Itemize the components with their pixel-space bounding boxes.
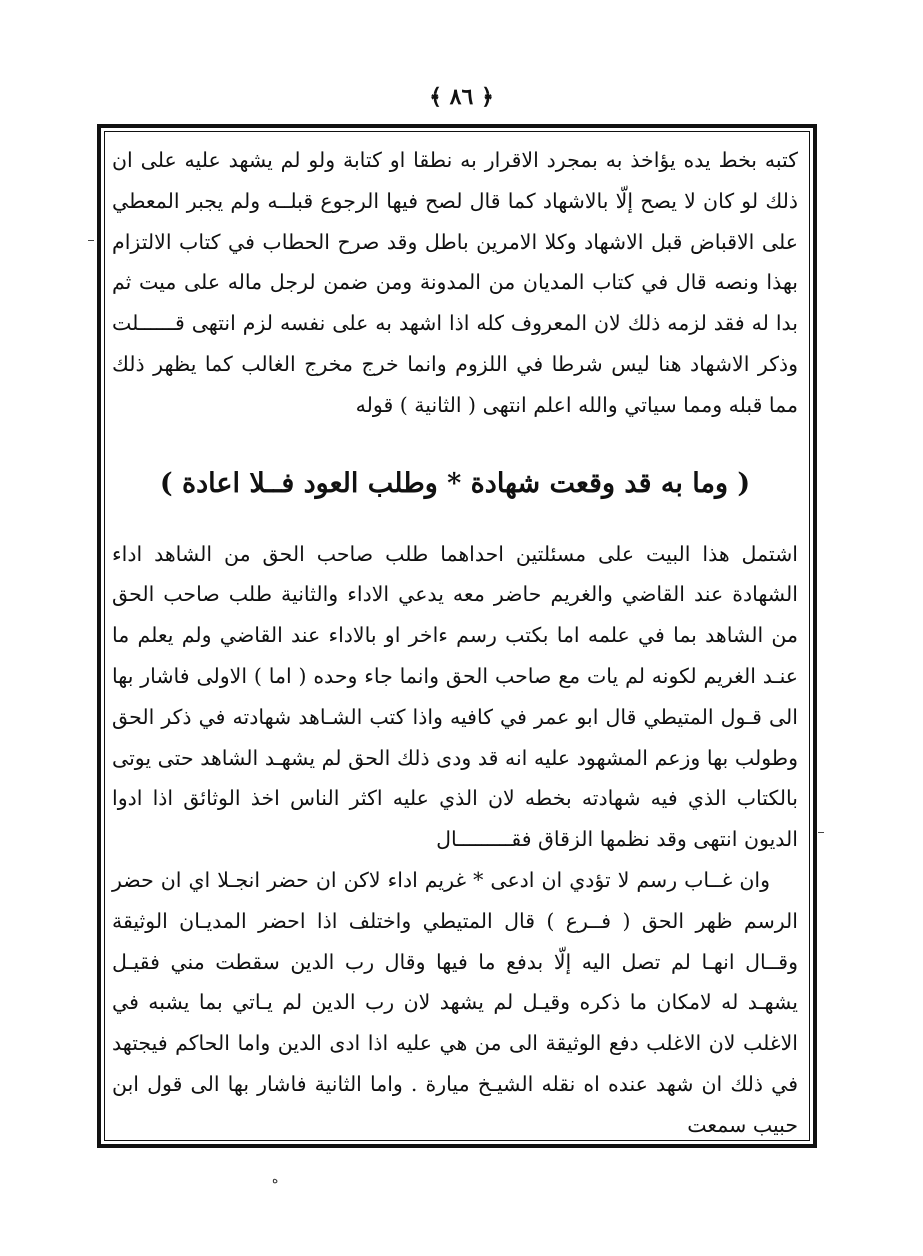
footer-mark: ه xyxy=(272,1172,279,1186)
page-number: ﴿ ٨٦ ﴾ xyxy=(429,84,494,110)
margin-mark xyxy=(818,832,824,833)
verse-heading: ( وما به قد وقعت شهادة * وطلب العود فــلا اعادة ) xyxy=(159,467,751,499)
paragraph-3: وان غــاب رسم لا تؤدي ان ادعى * غريم اداء لاكن ان حضر انجـلا اي ان حضر الرسم ظهر الحق ( فــرع ) قال المتيطي واختلف اذا احضر المديـان الوثيقة وقــال انهـا لم تصل اليه إلّا بدفع ما فيها وقال رب الدين سقطت مني فقيـل يشهـد له لامكان ما ذكره وقيـل لم يشهد لان رب الدين لم يـاتي بما يشبه في الاغلب لان الاغلب دفع الوثيقة الى من هي عليه اذا ادى الدين واما الحاكم فيجتهد في ذلك ان شهد عنده اه نقله الشيـخ ميارة . واما الثانية فاشار بها الى قول ابن حبيب سمعت xyxy=(112,867,798,1137)
margin-mark xyxy=(88,240,94,241)
paragraph-2: اشتمل هذا البيت على مسئلتين احداهما طلب صاحب الحق من الشاهد اداء الشهادة عند القاضي والغريم حاضر معه يدعي الاداء والثانية طلب صاحب الحق من الشاهد بما في علمه اما بكتب رسم ءاخر او بالاداء عند القاضي ولم يعلم ما عنـد الغريم لكونه لم يات مع صاحب الحق وانما جاء وحده ( اما ) الاولى فاشار بها الى قـول المتيطي قال ابو عمر في كافيه واذا كتب الشـاهد شهادته في ذكر الحق وطولب بها وزعم المشهود عليه انه قد ودى ذلك الحق لم يشهـد الشاهد حتى يوتى بالكتاب الذي فيه شهادته بخطه لان الذي عليه اكثر الناس اخذ الوثائق اذا ادوا الديون انتهى وقد نظمها الزقاق فقـــــــــال xyxy=(112,541,798,852)
page-body xyxy=(112,140,798,1137)
paragraph-1: كتبه بخط يده يؤاخذ به بمجرد الاقرار به نطقا او كتابة ولو لم يشهد عليه على ان ذلك لو كان لا يصح إلّا بالاشهاد كما قال لصح فيها الرجوع قبلــه ولم يجبر المعطي على الاقباض قبل الاشهاد وكلا الامرين باطل وقد صرح الحطاب في كتاب الالتزام بهذا ونصه قال في كتاب المديان من المدونة ومن ضمن لرجل ماله على ميت ثم بدا له فقد لزمه ذلك لان المعروف كله اذا اشهد به على نفسه لزم انتهى قــــــلت وذكر الاشهاد هنا ليس شرطا في اللزوم وانما خرج مخرج الغالب كما يظهر ذلك مما قبله ومما سياتي والله اعلم انتهى ( الثانية ) قوله xyxy=(112,148,798,417)
